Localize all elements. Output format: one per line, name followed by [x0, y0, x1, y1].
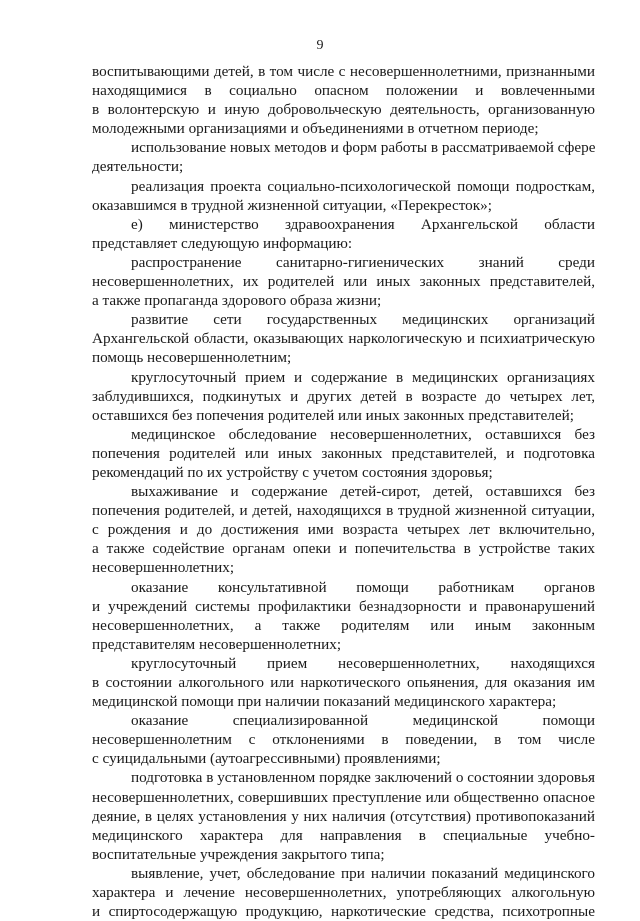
text-line: представителям несовершеннолетних;	[92, 635, 342, 653]
text-line: рекомендаций по их устройству с учетом состояния здоровья;	[92, 463, 493, 481]
text-line: представляет следующую информацию:	[92, 234, 353, 252]
text-line: Архангельской области, оказывающих наркологическую и психиатрическую	[92, 330, 595, 348]
document-body	[92, 62, 595, 921]
text-line: медицинское обследование несовершеннолетних, оставшихся без	[131, 425, 595, 443]
text-line: е) министерство здравоохранения Архангельской области	[131, 215, 595, 233]
text-line: помощь несовершеннолетним;	[92, 349, 292, 367]
text-line: характера и лечение несовершеннолетних, употребляющих алкогольную	[92, 884, 595, 902]
text-line: развитие сети государственных медицинских организаций	[131, 311, 595, 329]
text-line: воспитывающими детей, в том числе с несовершеннолетними, признанными	[92, 63, 595, 80]
text-line: а также пропаганда здорового образа жизни;	[92, 292, 382, 310]
text-line: попечения родителей или иных законных представителей, и подготовка	[92, 444, 595, 462]
text-line: использование новых методов и форм работы в рассматриваемой сфере	[131, 139, 595, 157]
text-line: молодежными организациями и объединениями в отчетном периоде;	[92, 120, 539, 138]
text-line: оказание консультативной помощи работникам органов	[131, 578, 595, 596]
text-line: несовершеннолетних, их родителей или иных законных представителей,	[92, 273, 595, 291]
text-line: с суицидальными (аутоагрессивными) проявлениями;	[92, 750, 441, 768]
text-line: и спиртосодержащую продукцию, наркотические средства, психотропные	[92, 903, 595, 921]
text-line: попечения родителей, и детей, находящихся в трудной жизненной ситуации,	[92, 502, 595, 520]
text-line: в состоянии алкогольного или наркотического опьянения, для оказания им	[92, 674, 595, 691]
text-line: медицинской помощи при наличии показаний медицинского характера;	[92, 693, 557, 711]
text-line: несовершеннолетних, а также родителям или иным законным	[92, 616, 595, 634]
text-line: находящимися в социально опасном положении и вовлеченными	[92, 82, 595, 100]
text-line: реализация проекта социально-психологической помощи подросткам,	[131, 177, 595, 195]
text-line: круглосуточный прием и содержание в медицинских организациях	[131, 368, 595, 386]
text-line: оказание специализированной медицинской помощи	[131, 712, 595, 730]
text-line: подготовка в установленном порядке заключений о состоянии здоровья	[131, 769, 595, 787]
text-line: заблудившихся, подкинутых и других детей в возрасте до четырех лет,	[92, 387, 595, 405]
text-line: оставшихся без попечения родителей или иных законных представителей;	[92, 406, 574, 424]
text-line: выхаживание и содержание детей-сирот, детей, оставшихся без	[131, 483, 595, 501]
text-line: медицинского характера для направления в специальные учебно-	[92, 826, 595, 844]
text-line: воспитательные учреждения закрытого типа;	[92, 845, 385, 863]
text-line: несовершеннолетних;	[92, 559, 235, 577]
text-line: оказавшимся в трудной жизненной ситуации, «Перекресток»;	[92, 196, 492, 214]
text-line: выявление, учет, обследование при наличии показаний медицинского	[131, 864, 595, 882]
text-line: с рождения и до достижения ими возраста четырех лет включительно,	[92, 521, 595, 539]
text-line: несовершеннолетним с отклонениями в поведении, в том числе	[92, 731, 595, 749]
page-number: 9	[316, 38, 324, 53]
text-line: распространение санитарно-гигиенических знаний среди	[131, 253, 595, 271]
text-line: в волонтерскую и иную добровольческую деятельность, организованную	[92, 101, 595, 119]
text-line: деятельности;	[92, 158, 184, 176]
text-line: деяние, в целях установления у них наличия (отсутствия) противопоказаний	[92, 807, 595, 825]
text-line: несовершеннолетних, совершивших преступление или общественно опасное	[92, 788, 595, 806]
text-line: круглосуточный прием несовершеннолетних, находящихся	[131, 654, 595, 672]
text-line: и учреждений системы профилактики безнадзорности и правонарушений	[92, 597, 595, 615]
text-line: а также содействие органам опеки и попечительства в устройстве таких	[92, 540, 595, 558]
